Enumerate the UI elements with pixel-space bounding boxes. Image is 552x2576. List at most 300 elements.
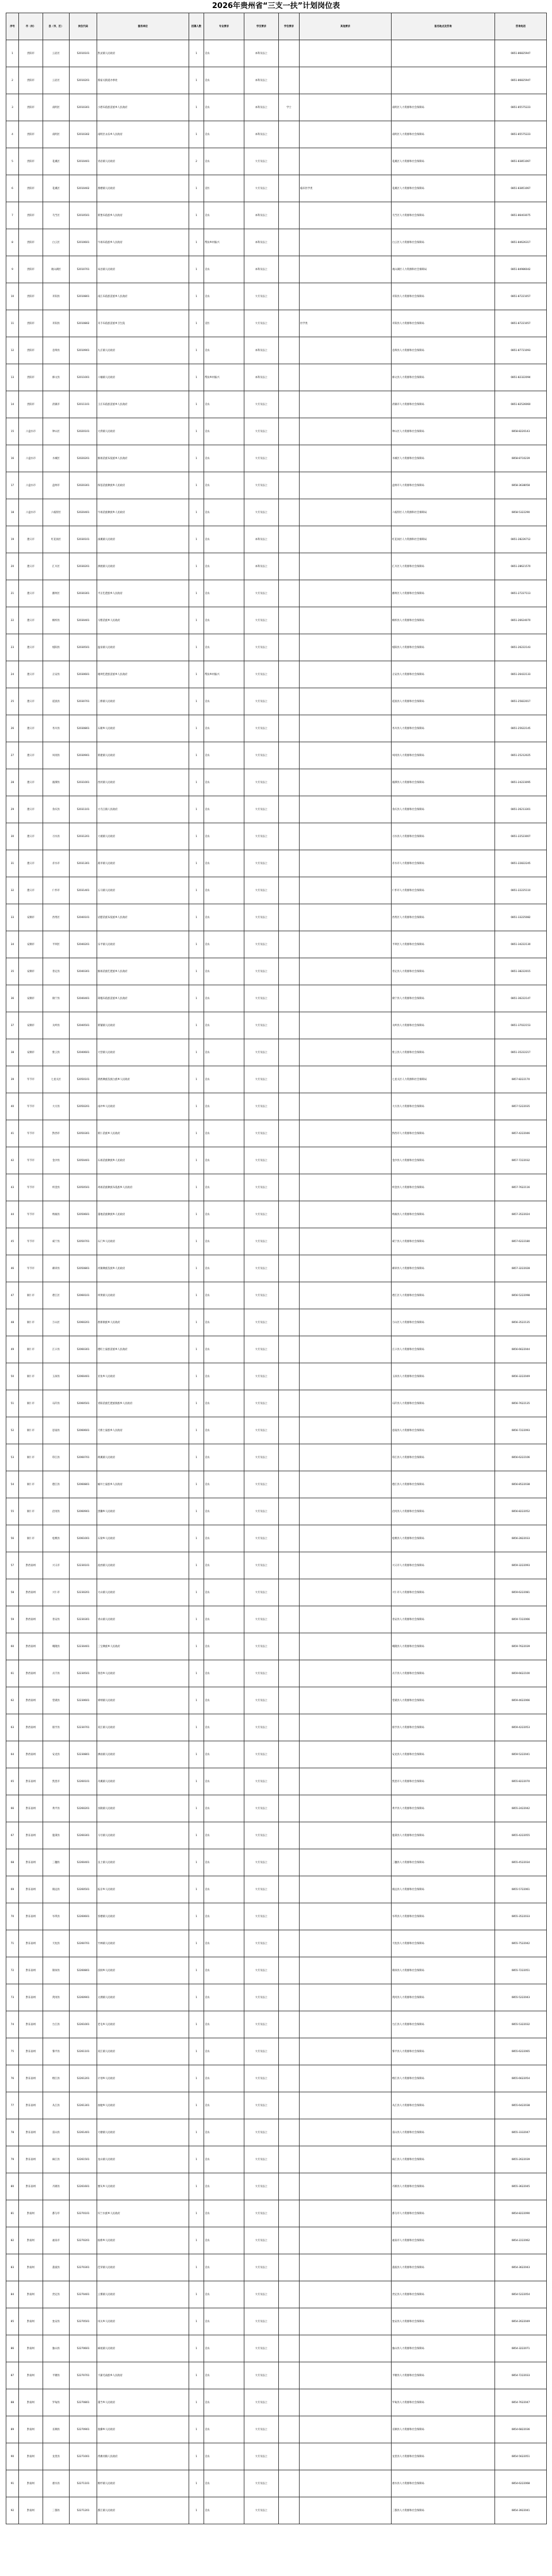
table-cell: 支农 <box>204 1606 244 1633</box>
table-row <box>6 1201 547 1228</box>
table-cell: 11 <box>6 310 19 337</box>
column-header: 服务单位 <box>97 13 189 40</box>
table-cell: 黔西市人力资源和社会保障局 <box>392 1120 495 1147</box>
table-cell <box>279 1498 300 1525</box>
table-cell <box>279 661 300 688</box>
table-cell: 绥阳县人力资源和社会保障局 <box>392 634 495 661</box>
table-cell: 0859-7222066 <box>495 1606 547 1633</box>
table-cell: 1 <box>189 1714 204 1741</box>
table-cell: 52040601 <box>70 1039 97 1066</box>
table-cell: 52260601 <box>70 1903 97 1930</box>
table-cell: 52031001 <box>70 769 97 796</box>
table-cell: 威宁县人力资源和社会保障局 <box>392 1228 495 1255</box>
table-row <box>6 1066 547 1093</box>
table-cell: 贵阳市 <box>19 337 43 364</box>
table-cell: 0851-86825947 <box>495 67 547 94</box>
table-cell: 52271101 <box>70 2470 97 2497</box>
table-row <box>6 1282 547 1309</box>
table-cell: 1 <box>189 1417 204 1444</box>
table-cell <box>279 1174 300 1201</box>
table-cell: 大专及以上 <box>244 715 279 742</box>
table-cell: 10 <box>6 283 19 310</box>
table-cell: 0855-3332047 <box>495 2119 547 2146</box>
table-cell: 贞丰县 <box>43 1660 70 1687</box>
table-cell: 52270601 <box>70 2335 97 2362</box>
table-cell: 晴隆县 <box>43 1633 70 1660</box>
table-row <box>6 1444 547 1471</box>
table-cell <box>300 229 392 256</box>
table-cell: 1 <box>189 1309 204 1336</box>
table-cell: 双江镇人民政府 <box>97 2038 189 2065</box>
table-cell: 丹寨县 <box>43 2173 70 2200</box>
table-cell: 镇宁县 <box>43 985 70 1012</box>
table-cell: 0856-6222106 <box>495 1444 547 1471</box>
table-cell <box>279 418 300 445</box>
table-cell: 52050601 <box>70 1201 97 1228</box>
table-cell <box>300 958 392 985</box>
table-cell: 1 <box>189 931 204 958</box>
table-cell: 大专及以上 <box>244 2065 279 2092</box>
table-cell: 大湾镇人民政府 <box>97 418 189 445</box>
table-row <box>6 2146 547 2173</box>
table-cell: 亚鱼乡人民政府 <box>97 1363 189 1390</box>
table-cell <box>279 877 300 904</box>
table-row <box>6 904 547 931</box>
table-cell: 大专及以上 <box>244 607 279 634</box>
table-cell: 0859-7622039 <box>495 1633 547 1660</box>
table-cell: 52010801 <box>70 283 97 310</box>
table-cell: 铜仁市 <box>19 1525 43 1552</box>
table-cell: 舟溪镇人民政府 <box>97 1768 189 1795</box>
table-cell: 凤冈县人力资源和社会保障局 <box>392 742 495 769</box>
table-cell <box>279 1633 300 1660</box>
table-cell: 0856-3522135 <box>495 1309 547 1336</box>
table-cell <box>300 1822 392 1849</box>
table-cell: 本科及以上 <box>244 364 279 391</box>
table-cell: 铜仁市 <box>19 1498 43 1525</box>
table-cell: 52040501 <box>70 1012 97 1039</box>
table-cell: 贵阳市 <box>19 283 43 310</box>
table-cell: 1 <box>189 1147 204 1174</box>
table-cell: 53 <box>6 1444 19 1471</box>
table-cell: 0857-6222180 <box>495 1228 547 1255</box>
table-cell: 凯里市人力资源和社会保障局 <box>392 1768 495 1795</box>
table-cell: 双江镇人民政府 <box>97 1714 189 1741</box>
table-cell: 遵义市 <box>19 580 43 607</box>
table-cell: 大专及以上 <box>244 418 279 445</box>
table-cell: 黔东南州 <box>19 1984 43 2011</box>
table-cell: 0855-3522033 <box>495 1903 547 1930</box>
table-cell: 支农 <box>204 2146 244 2173</box>
table-cell: 大专及以上 <box>244 931 279 958</box>
table-cell: 大专及以上 <box>244 1120 279 1147</box>
table-cell: 支农 <box>204 1012 244 1039</box>
table-row <box>6 1417 547 1444</box>
table-cell: 91 <box>6 2470 19 2497</box>
table-cell <box>279 1552 300 1579</box>
table-cell: 1 <box>189 2335 204 2362</box>
table-cell: 蔡家关街道办事处 <box>97 67 189 94</box>
table-cell: 黔南州 <box>19 2470 43 2497</box>
table-cell: 播州区人力资源和社会保障局 <box>392 580 495 607</box>
table-cell: 沿河县人力资源和社会保障局 <box>392 1498 495 1525</box>
table-cell: 西秀区人力资源和社会保障局 <box>392 904 495 931</box>
table-row <box>6 931 547 958</box>
table-cell: 1 <box>189 1012 204 1039</box>
table-cell: 40 <box>6 1093 19 1120</box>
table-cell <box>300 661 392 688</box>
table-cell: 南江布依族苗族乡人民政府 <box>97 283 189 310</box>
table-cell: 支农 <box>204 850 244 877</box>
table-cell: 1 <box>189 1363 204 1390</box>
table-row <box>6 1471 547 1498</box>
table-cell: 丹寨县人力资源和社会保障局 <box>392 2173 495 2200</box>
table-cell: 1 <box>189 1336 204 1363</box>
table-cell: 52050701 <box>70 1228 97 1255</box>
table-row <box>6 769 547 796</box>
table-cell: 瓮安县 <box>43 2308 70 2335</box>
table-cell: 52271201 <box>70 2497 97 2524</box>
table-cell <box>392 40 495 67</box>
table-cell: 花溪区 <box>43 148 70 175</box>
table-cell: 1 <box>189 1903 204 1930</box>
table-cell <box>279 2119 300 2146</box>
table-cell: 52030601 <box>70 661 97 688</box>
table-cell: 1 <box>189 472 204 499</box>
table-cell: 榕江县 <box>43 2065 70 2092</box>
table-cell: 荔波县 <box>43 2254 70 2281</box>
table-cell: 红花岗区人力资源和社会保障局 <box>392 526 495 553</box>
table-row <box>6 553 547 580</box>
table-cell: 0855-7222051 <box>495 1957 547 1984</box>
table-row <box>6 1309 547 1336</box>
table-cell: 大专及以上 <box>244 850 279 877</box>
table-cell: 1 <box>189 2146 204 2173</box>
table-cell: 贵定县人力资源和社会保障局 <box>392 2281 495 2308</box>
table-cell: 修文县人力资源和社会保障局 <box>392 364 495 391</box>
table-cell: 1 <box>189 364 204 391</box>
table-cell: 福泉市人力资源和社会保障局 <box>392 2227 495 2254</box>
table-row <box>6 499 547 526</box>
table-cell: 水城区人力资源和社会保障局 <box>392 445 495 472</box>
table-cell: 52260201 <box>70 1795 97 1822</box>
table-cell: 4 <box>6 121 19 148</box>
table-cell: 平正仡佬族乡人民政府 <box>97 580 189 607</box>
table-cell: 大专及以上 <box>244 1876 279 1903</box>
table-cell: 支农 <box>204 1282 244 1309</box>
table-cell: 台江县人力资源和社会保障局 <box>392 2011 495 2038</box>
table-cell: 黔东南州 <box>19 2119 43 2146</box>
table-cell: 0851-26624070 <box>495 607 547 634</box>
table-cell <box>279 1417 300 1444</box>
table-cell: 兴仁市人力资源和社会保障局 <box>392 1579 495 1606</box>
table-cell: 46 <box>6 1255 19 1282</box>
table-cell: 支农 <box>204 2173 244 2200</box>
table-cell: 麻江县 <box>43 2146 70 2173</box>
table-cell: 84 <box>6 2281 19 2308</box>
table-cell: 禾丰布依族苗族乡卫生院 <box>97 310 189 337</box>
table-cell <box>279 958 300 985</box>
table-cell: 52050301 <box>70 1120 97 1147</box>
table-cell: 1 <box>189 1849 204 1876</box>
table-cell: 兴仁市 <box>43 1579 70 1606</box>
table-cell: 贵阳市 <box>19 175 43 202</box>
table-cell: 云岩区 <box>43 40 70 67</box>
table-cell <box>300 1417 392 1444</box>
table-cell: 罗甸县 <box>43 2389 70 2416</box>
table-cell: 0851-24223095 <box>495 769 547 796</box>
table-cell: 0855-8222070 <box>495 1768 547 1795</box>
table-row <box>6 175 547 202</box>
table-cell <box>279 1957 300 1984</box>
table-row <box>6 229 547 256</box>
table-cell: 0851-34222130 <box>495 931 547 958</box>
table-cell: 桐梓县人力资源和社会保障局 <box>392 607 495 634</box>
table-cell: 河镇彝族苗族乡人民政府 <box>97 1255 189 1282</box>
table-cell <box>300 1120 392 1147</box>
table-cell: 1 <box>189 661 204 688</box>
table-cell: 1 <box>189 391 204 418</box>
table-cell: 1 <box>189 1201 204 1228</box>
table-cell: 52030101 <box>70 526 97 553</box>
table-cell: 黎平县 <box>43 2038 70 2065</box>
table-cell <box>279 2362 300 2389</box>
table-cell <box>300 2038 392 2065</box>
table-cell: 毕节市 <box>19 1093 43 1120</box>
table-cell: 1 <box>189 1228 204 1255</box>
table-cell: 52230501 <box>70 1660 97 1687</box>
table-cell <box>279 1039 300 1066</box>
table-cell: 大专及以上 <box>244 391 279 418</box>
table-cell: 印江县人力资源和社会保障局 <box>392 1444 495 1471</box>
table-cell: 1 <box>189 742 204 769</box>
table-row <box>6 1876 547 1903</box>
table-row <box>6 337 547 364</box>
table-cell <box>279 1120 300 1147</box>
table-cell: 安顺市 <box>19 1039 43 1066</box>
table-cell: 铜仁市 <box>19 1363 43 1390</box>
table-cell: 0857-7222032 <box>495 1147 547 1174</box>
table-cell: 68 <box>6 1849 19 1876</box>
table-cell: 黔东南州 <box>19 1903 43 1930</box>
table-cell <box>300 1444 392 1471</box>
table-cell: 大专及以上 <box>244 1687 279 1714</box>
table-row <box>6 94 547 121</box>
table-cell: 大专及以上 <box>244 1228 279 1255</box>
table-cell: 仁怀市人力资源和社会保障局 <box>392 877 495 904</box>
table-cell <box>279 2497 300 2524</box>
table-cell: 大专及以上 <box>244 823 279 850</box>
table-cell: 黔灵镇人民政府 <box>97 40 189 67</box>
table-row <box>6 1579 547 1606</box>
table-cell: 修文县 <box>43 364 70 391</box>
table-cell: 0851-25212025 <box>495 742 547 769</box>
table-cell: 大专及以上 <box>244 1363 279 1390</box>
table-cell: 52060601 <box>70 1417 97 1444</box>
table-cell: 0858-5322290 <box>495 499 547 526</box>
table-cell: 0855-2422042 <box>495 1795 547 1822</box>
table-cell: 朱昌镇人民政府 <box>97 256 189 283</box>
table-cell: 黄平县 <box>43 1795 70 1822</box>
table-cell: 支农 <box>204 634 244 661</box>
table-cell: 支农 <box>204 1336 244 1363</box>
table-cell: 88 <box>6 2389 19 2416</box>
table-row <box>6 634 547 661</box>
table-cell: 息烽县 <box>43 337 70 364</box>
table-cell: 大专及以上 <box>244 1579 279 1606</box>
table-cell <box>279 607 300 634</box>
table-cell: 赤水市人力资源和社会保障局 <box>392 850 495 877</box>
table-row <box>6 2335 547 2362</box>
table-cell: 仙桥乡人民政府 <box>97 2227 189 2254</box>
table-cell: 47 <box>6 1282 19 1309</box>
table-cell <box>300 1147 392 1174</box>
table-cell: 0859-6222081 <box>495 1579 547 1606</box>
table-cell: 大方县 <box>43 1093 70 1120</box>
table-cell <box>300 1471 392 1498</box>
table-cell: 0857-4222046 <box>495 1120 547 1147</box>
table-cell <box>300 985 392 1012</box>
table-cell: 贵阳市 <box>19 94 43 121</box>
table-cell: 本科及以上 <box>244 256 279 283</box>
table-cell: 威宁县 <box>43 1228 70 1255</box>
table-cell: 大专及以上 <box>244 1471 279 1498</box>
table-cell: 郊纳镇人民政府 <box>97 1687 189 1714</box>
table-cell: 52060801 <box>70 1471 97 1498</box>
table-cell: 52060501 <box>70 1390 97 1417</box>
table-cell: 黔东南州 <box>19 2092 43 2119</box>
table-cell: 太拥镇人民政府 <box>97 1984 189 2011</box>
table-cell: 52230301 <box>70 1606 97 1633</box>
table-cell: 支农 <box>204 553 244 580</box>
table-cell: 大专及以上 <box>244 1444 279 1471</box>
table-cell: 0857-3522024 <box>495 1201 547 1228</box>
table-cell: 1 <box>189 1444 204 1471</box>
table-cell <box>300 1795 392 1822</box>
table-cell: 1 <box>189 1957 204 1984</box>
job-table <box>6 13 547 2524</box>
table-cell <box>279 2416 300 2443</box>
table-cell: 52260301 <box>70 1822 97 1849</box>
table-cell <box>300 418 392 445</box>
table-cell: 支农 <box>204 1201 244 1228</box>
table-cell: 贵阳市 <box>19 67 43 94</box>
table-cell: 0859-4222053 <box>495 1714 547 1741</box>
table-cell <box>279 67 300 94</box>
table-cell: 客楼镇人民政府 <box>97 1903 189 1930</box>
table-cell: 遵义市 <box>19 715 43 742</box>
table-cell: 青岩镇人民政府 <box>97 148 189 175</box>
table-cell: 76 <box>6 2065 19 2092</box>
table-cell: 1 <box>189 418 204 445</box>
table-cell: 大专及以上 <box>244 2200 279 2227</box>
table-cell: 0851-83851067 <box>495 148 547 175</box>
table-cell: 0854-2222062 <box>495 2227 547 2254</box>
table-cell: 大专及以上 <box>244 472 279 499</box>
table-cell: 谷陇镇人民政府 <box>97 1795 189 1822</box>
table-cell: 支农 <box>204 1147 244 1174</box>
table-cell <box>300 2389 392 2416</box>
table-cell: 1 <box>189 1255 204 1282</box>
table-cell: 52050401 <box>70 1147 97 1174</box>
table-cell: 大专及以上 <box>244 2416 279 2443</box>
table-cell: 0851-86825947 <box>495 40 547 67</box>
table-row <box>6 1741 547 1768</box>
table-cell: 27 <box>6 742 19 769</box>
table-cell: 仁怀市 <box>43 877 70 904</box>
table-row <box>6 688 547 715</box>
table-cell: 七星关区 <box>43 1066 70 1093</box>
table-cell: 大专及以上 <box>244 445 279 472</box>
table-cell <box>279 1525 300 1552</box>
table-cell: 支农 <box>204 823 244 850</box>
table-cell: 贵阳市 <box>19 202 43 229</box>
table-cell: 1 <box>189 1471 204 1498</box>
table-cell: 彦洞乡人民政府 <box>97 1957 189 1984</box>
table-cell: 晴隆县人力资源和社会保障局 <box>392 1633 495 1660</box>
table-cell: 73 <box>6 1984 19 2011</box>
table-cell: 支农 <box>204 1093 244 1120</box>
table-cell: 83 <box>6 2254 19 2281</box>
table-cell <box>300 2362 392 2389</box>
table-cell: 42 <box>6 1147 19 1174</box>
table-cell <box>300 2335 392 2362</box>
table-cell: 六枝特区 <box>43 499 70 526</box>
table-cell: 支农 <box>204 958 244 985</box>
table-cell: 支农 <box>204 337 244 364</box>
table-cell: 黔南州 <box>19 2416 43 2443</box>
job-table-sheet <box>6 0 546 2524</box>
table-cell: 七星关区人力资源和社会保障局 <box>392 1066 495 1093</box>
table-cell <box>300 67 392 94</box>
table-cell: 凤冈县 <box>43 742 70 769</box>
table-cell: 雅灰乡人民政府 <box>97 2173 189 2200</box>
table-cell: 钟山区 <box>43 418 70 445</box>
table-cell: 三穗县 <box>43 1849 70 1876</box>
table-cell: 支农 <box>204 2254 244 2281</box>
table-cell: 剑河县人力资源和社会保障局 <box>392 1984 495 2011</box>
table-cell: 65 <box>6 1768 19 1795</box>
table-cell: 麻江县人力资源和社会保障局 <box>392 2146 495 2173</box>
table-cell: 铜仁市 <box>19 1471 43 1498</box>
table-cell: 大方县人力资源和社会保障局 <box>392 1093 495 1120</box>
table-cell <box>300 202 392 229</box>
table-row <box>6 958 547 985</box>
table-cell: 贵阳市 <box>19 256 43 283</box>
table-cell <box>300 1579 392 1606</box>
table-cell: 1 <box>189 1093 204 1120</box>
table-cell: 54 <box>6 1471 19 1498</box>
table-cell: 0856-2822033 <box>495 1525 547 1552</box>
table-cell <box>300 1363 392 1390</box>
table-cell: 支农 <box>204 2470 244 2497</box>
table-cell: 1 <box>189 985 204 1012</box>
table-cell: 息烽县人力资源和社会保障局 <box>392 337 495 364</box>
table-cell: 本科及以上 <box>244 67 279 94</box>
table-cell <box>300 94 392 121</box>
table-cell: 遵义市 <box>19 688 43 715</box>
table-cell: 13 <box>6 364 19 391</box>
table-cell: 支农 <box>204 445 244 472</box>
table-cell: 普安县 <box>43 1606 70 1633</box>
table-cell: 大专及以上 <box>244 1768 279 1795</box>
table-cell: 52230601 <box>70 1687 97 1714</box>
table-cell: 0851-22822245 <box>495 850 547 877</box>
table-cell: 务川县 <box>43 715 70 742</box>
table-cell: 支农 <box>204 931 244 958</box>
table-cell: 0851-25622145 <box>495 715 547 742</box>
table-cell: 黔西南州 <box>19 1579 43 1606</box>
